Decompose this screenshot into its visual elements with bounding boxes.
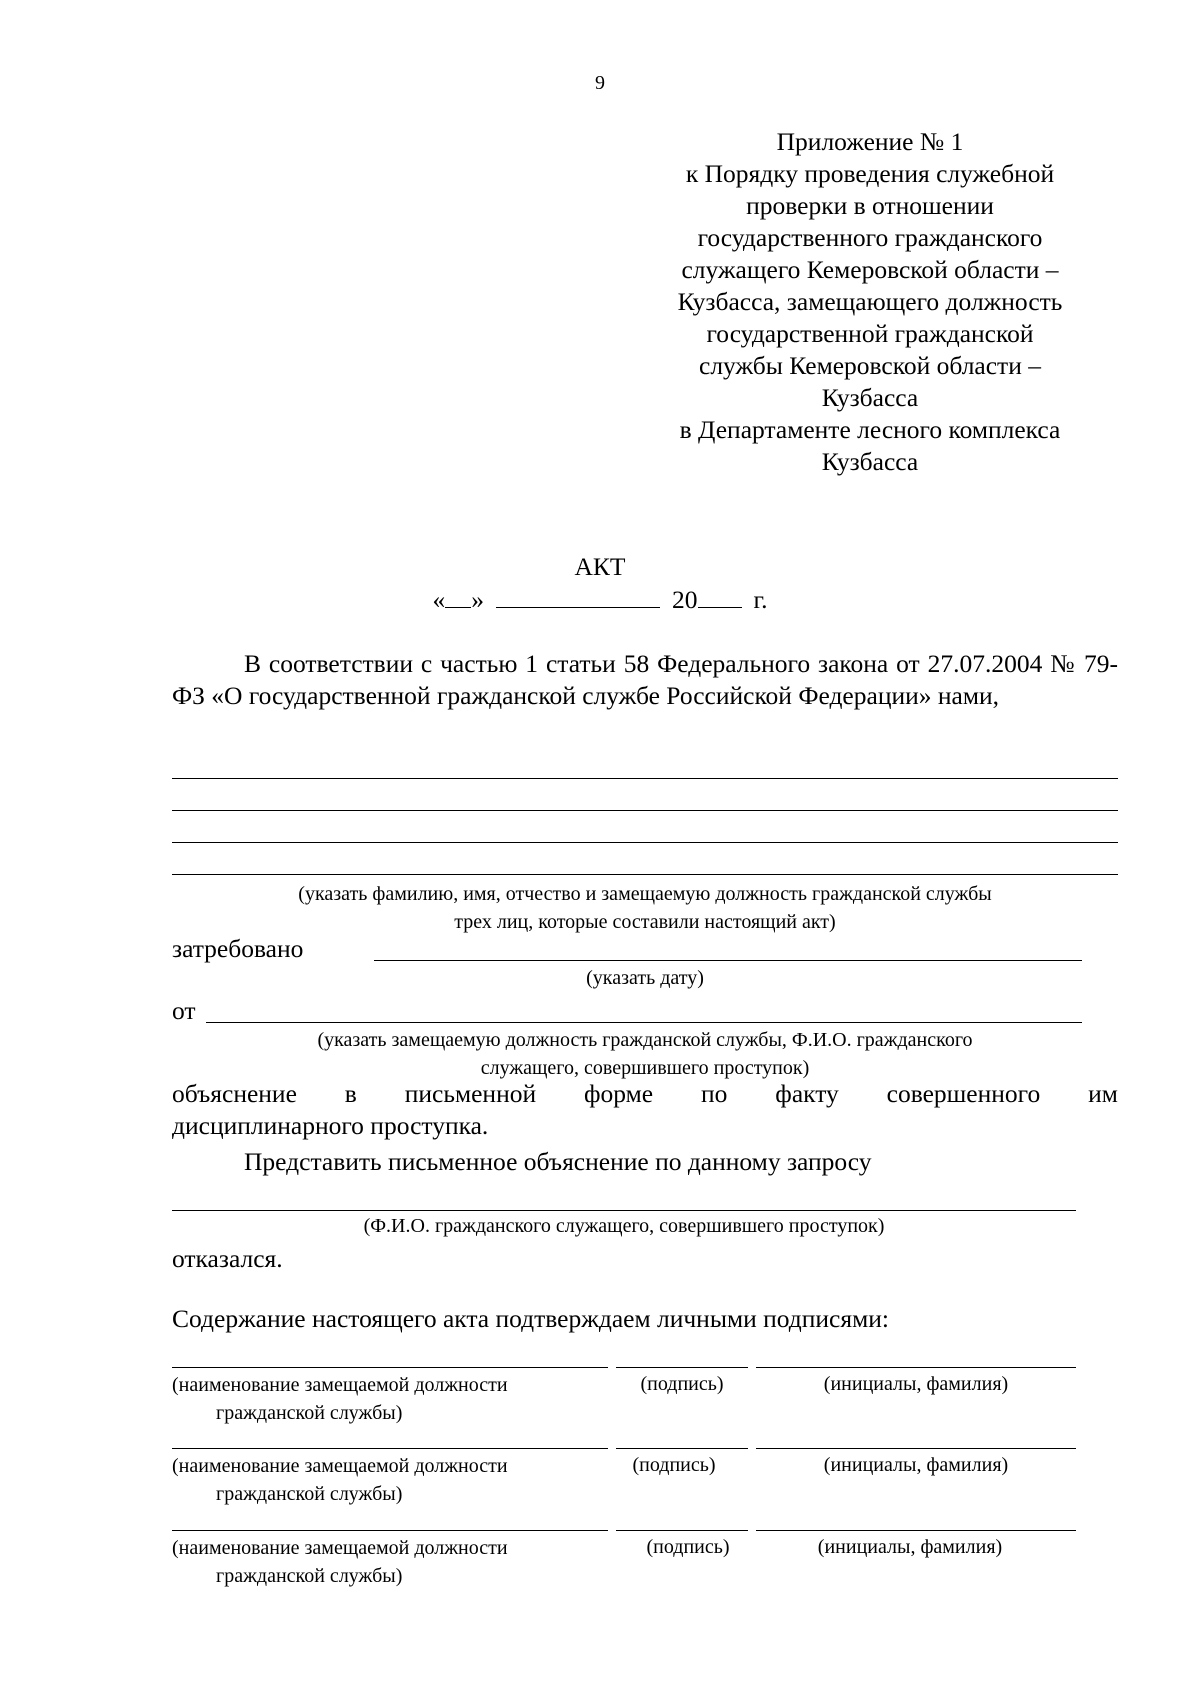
position-blank-line[interactable]	[172, 1530, 608, 1531]
word: в	[344, 1079, 357, 1108]
appendix-line: Приложение № 1	[776, 127, 964, 156]
appendix-line: Кузбасса	[821, 383, 919, 412]
signature-sign-caption: (подпись)	[640, 1373, 724, 1395]
year-blank[interactable]	[698, 585, 742, 608]
date-caption: (указать дату)	[586, 967, 704, 989]
position-blank-line[interactable]	[172, 1448, 608, 1449]
signature-sign-caption: (подпись)	[632, 1454, 716, 1476]
position-blank-line[interactable]	[172, 1367, 608, 1368]
appendix-line: в Департаменте лесного комплекса	[679, 415, 1061, 444]
appendix-line: государственной гражданской	[706, 319, 1034, 348]
from-label: от	[172, 996, 196, 1025]
act-title: АКТ	[574, 552, 626, 581]
word: объяснение	[172, 1079, 297, 1108]
caption-line: (наименование замещаемой должности	[172, 1537, 508, 1559]
refused-blank-line[interactable]	[172, 1210, 1076, 1211]
explanation-line	[172, 1078, 1118, 1110]
sign-blank-line[interactable]	[616, 1448, 748, 1449]
name-blank-line[interactable]	[756, 1448, 1076, 1449]
explanation-line: дисциплинарного проступка.	[172, 1111, 489, 1140]
word: факту	[775, 1079, 839, 1108]
names-blank-line[interactable]	[172, 810, 1118, 811]
confirm-text: Содержание настоящего акта подтверждаем личными подписями:	[172, 1304, 889, 1333]
signature-name-caption: (инициалы, фамилия)	[823, 1454, 1009, 1476]
name-blank-line[interactable]	[756, 1367, 1076, 1368]
word: совершенного	[886, 1079, 1041, 1108]
appendix-line: службы Кемеровской области –	[699, 351, 1041, 380]
signature-position-caption	[172, 1452, 608, 1508]
caption-line: трех лиц, которые составили настоящий акт)	[454, 911, 836, 933]
submit-text: Представить письменное объяснение по данному запросу	[244, 1147, 872, 1176]
date-open-quote: «	[432, 585, 446, 614]
intro-paragraph: В соответствии с частью 1 статьи 58 Федерального закона от 27.07.2004 № 79-ФЗ «О государственной гражданской службе Российской Федерации» нами,	[172, 649, 1118, 710]
word: по	[701, 1079, 728, 1108]
appendix-line: Кузбасса	[821, 447, 919, 476]
names-blank-line[interactable]	[172, 778, 1118, 779]
appendix-line: Кузбасса, замещающего должность	[677, 287, 1063, 316]
date-close-quote: »	[471, 585, 485, 614]
caption-line: (наименование замещаемой должности	[172, 1455, 508, 1477]
day-blank[interactable]	[445, 585, 471, 608]
signature-position-caption	[172, 1371, 608, 1427]
appendix-line: служащего Кемеровской области –	[681, 255, 1059, 284]
caption-line: гражданской службы)	[216, 1402, 403, 1424]
names-caption	[172, 880, 1118, 936]
act-date-row	[0, 584, 1200, 616]
word: им	[1088, 1079, 1118, 1108]
appendix-line: проверки в отношении	[746, 191, 994, 220]
caption-line: гражданской службы)	[216, 1565, 403, 1587]
sign-blank-line[interactable]	[616, 1530, 748, 1531]
word: форме	[584, 1079, 654, 1108]
caption-line: (указать фамилию, имя, отчество и замещаемую должность гражданской службы	[298, 883, 992, 905]
requested-label: затребовано	[172, 934, 304, 963]
appendix-line: государственного гражданского	[697, 223, 1043, 252]
appendix-header	[640, 126, 1100, 478]
appendix-line: к Порядку проведения служебной	[685, 159, 1055, 188]
year-prefix: 20	[672, 585, 698, 614]
servant-blank-line[interactable]	[206, 1022, 1082, 1023]
date-blank-line[interactable]	[374, 960, 1082, 961]
caption-line: служащего, совершившего проступок)	[480, 1057, 810, 1079]
month-blank[interactable]	[496, 585, 660, 608]
refused-caption: (Ф.И.О. гражданского служащего, совершившего проступок)	[363, 1215, 885, 1237]
names-blank-line[interactable]	[172, 874, 1118, 875]
page-number: 9	[595, 72, 605, 94]
refused-text: отказался.	[172, 1244, 283, 1273]
servant-caption	[172, 1026, 1118, 1082]
caption-line: (указать замещаемую должность гражданской службы, Ф.И.О. гражданского	[317, 1029, 973, 1051]
name-blank-line[interactable]	[756, 1530, 1076, 1531]
year-suffix: г.	[753, 585, 768, 614]
sign-blank-line[interactable]	[616, 1367, 748, 1368]
caption-line: (наименование замещаемой должности	[172, 1374, 508, 1396]
names-blank-line[interactable]	[172, 842, 1118, 843]
signature-name-caption: (инициалы, фамилия)	[823, 1373, 1009, 1395]
signature-sign-caption: (подпись)	[646, 1536, 730, 1558]
signature-name-caption: (инициалы, фамилия)	[817, 1536, 1003, 1558]
caption-line: гражданской службы)	[216, 1483, 403, 1505]
word: письменной	[404, 1079, 537, 1108]
signature-position-caption	[172, 1534, 608, 1590]
